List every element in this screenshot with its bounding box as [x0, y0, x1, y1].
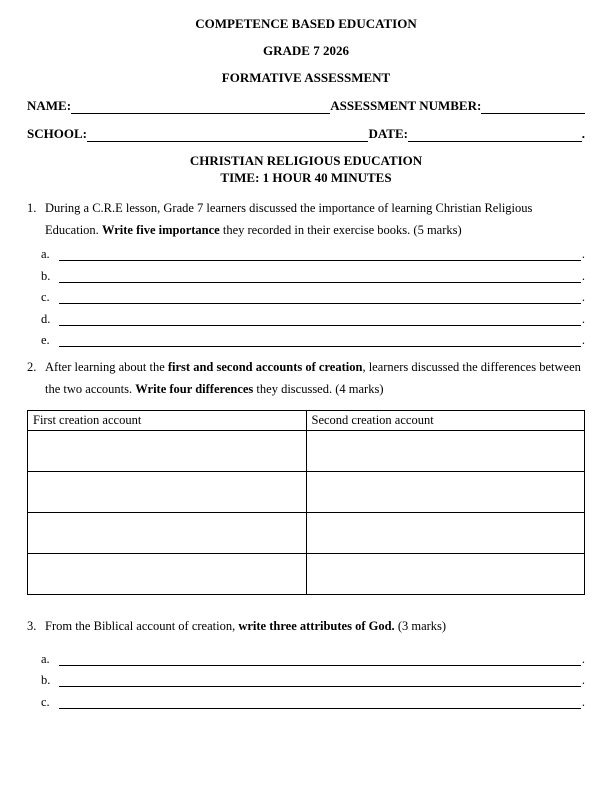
answer-blank: [59, 655, 581, 666]
table-cell: [28, 512, 307, 553]
line-terminator: .: [581, 694, 585, 709]
answer-line: [41, 248, 585, 261]
table-header-second-account: Second creation account: [306, 410, 585, 430]
line-terminator: .: [581, 311, 585, 326]
question-3: [27, 615, 585, 637]
line-terminator: .: [581, 651, 585, 666]
answer-line: [41, 653, 585, 666]
school-label: SCHOOL:: [27, 126, 87, 141]
line-terminator: .: [581, 126, 585, 141]
table-cell: [306, 430, 585, 471]
answer-letter: e.: [41, 333, 50, 347]
table-row: [28, 553, 585, 594]
answer-line: [41, 696, 585, 709]
question-2-text: After learning about the first and second accounts of creation, learners discussed the differences between the two accounts. Write four differences they discussed. (4 marks): [45, 359, 581, 396]
answer-blank: [59, 336, 581, 347]
date-label: DATE:: [368, 126, 408, 141]
question-2-number: 2.: [27, 359, 37, 374]
answer-line: [41, 313, 585, 326]
table-row: [28, 512, 585, 553]
subject-title: CHRISTIAN RELIGIOUS EDUCATION: [189, 153, 423, 168]
line-terminator: .: [581, 290, 585, 304]
question-1-answer-lines: [27, 248, 585, 347]
answer-blank: [59, 676, 581, 687]
table-row: [28, 471, 585, 512]
assessment-type-line: FORMATIVE ASSESSMENT: [221, 70, 391, 85]
line-terminator: .: [581, 247, 585, 261]
name-label: NAME:: [27, 98, 72, 113]
line-terminator: .: [581, 268, 585, 283]
table-cell: [28, 471, 307, 512]
assessment-number-label: ASSESSMENT NUMBER:: [330, 98, 482, 113]
name-row: [27, 97, 585, 114]
question-1-text: During a C.R.E lesson, Grade 7 learners discussed the importance of learning Christian Religious Education. Write five importance they recorded in their exercise books. (5 marks): [45, 201, 533, 237]
table-cell: [306, 512, 585, 553]
table-row: [28, 430, 585, 471]
answer-letter: a.: [41, 651, 50, 666]
answer-blank: [59, 315, 581, 326]
answer-letter: c.: [41, 694, 50, 709]
table-cell: [28, 553, 307, 594]
answer-letter: b.: [41, 268, 51, 283]
answer-letter: a.: [41, 247, 50, 261]
table-cell: [306, 471, 585, 512]
answer-blank: [59, 293, 581, 304]
answer-blank: [59, 272, 581, 283]
document-title: COMPETENCE BASED EDUCATION: [195, 16, 417, 31]
answer-line: [41, 334, 585, 347]
answer-letter: b.: [41, 673, 51, 687]
answer-line: [41, 291, 585, 304]
question-3-number: 3.: [27, 618, 37, 633]
answer-line: [41, 270, 585, 283]
question-3-text: From the Biblical account of creation, write three attributes of God. (3 marks): [45, 618, 447, 633]
table-cell: [28, 430, 307, 471]
grade-line: GRADE 7 2026: [263, 43, 349, 58]
line-terminator: .: [581, 673, 585, 687]
answer-blank: [59, 250, 581, 261]
name-blank: [71, 101, 330, 114]
table-header-first-account: First creation account: [28, 410, 307, 430]
answer-letter: c.: [41, 290, 50, 304]
date-blank: [408, 129, 582, 142]
question-2: [27, 356, 585, 400]
school-row: [27, 125, 585, 142]
question-3-answer-lines: [27, 653, 585, 709]
answer-letter: d.: [41, 311, 51, 326]
creation-accounts-table: [27, 410, 585, 595]
exam-duration: TIME: 1 HOUR 40 MINUTES: [220, 170, 392, 185]
school-blank: [87, 129, 369, 142]
question-1: [27, 197, 585, 241]
assessment-number-blank: [481, 101, 585, 114]
line-terminator: .: [581, 333, 585, 347]
table-header-row: [28, 410, 585, 430]
answer-blank: [59, 698, 581, 709]
table-cell: [306, 553, 585, 594]
answer-line: [41, 674, 585, 687]
question-1-number: 1.: [27, 201, 37, 215]
